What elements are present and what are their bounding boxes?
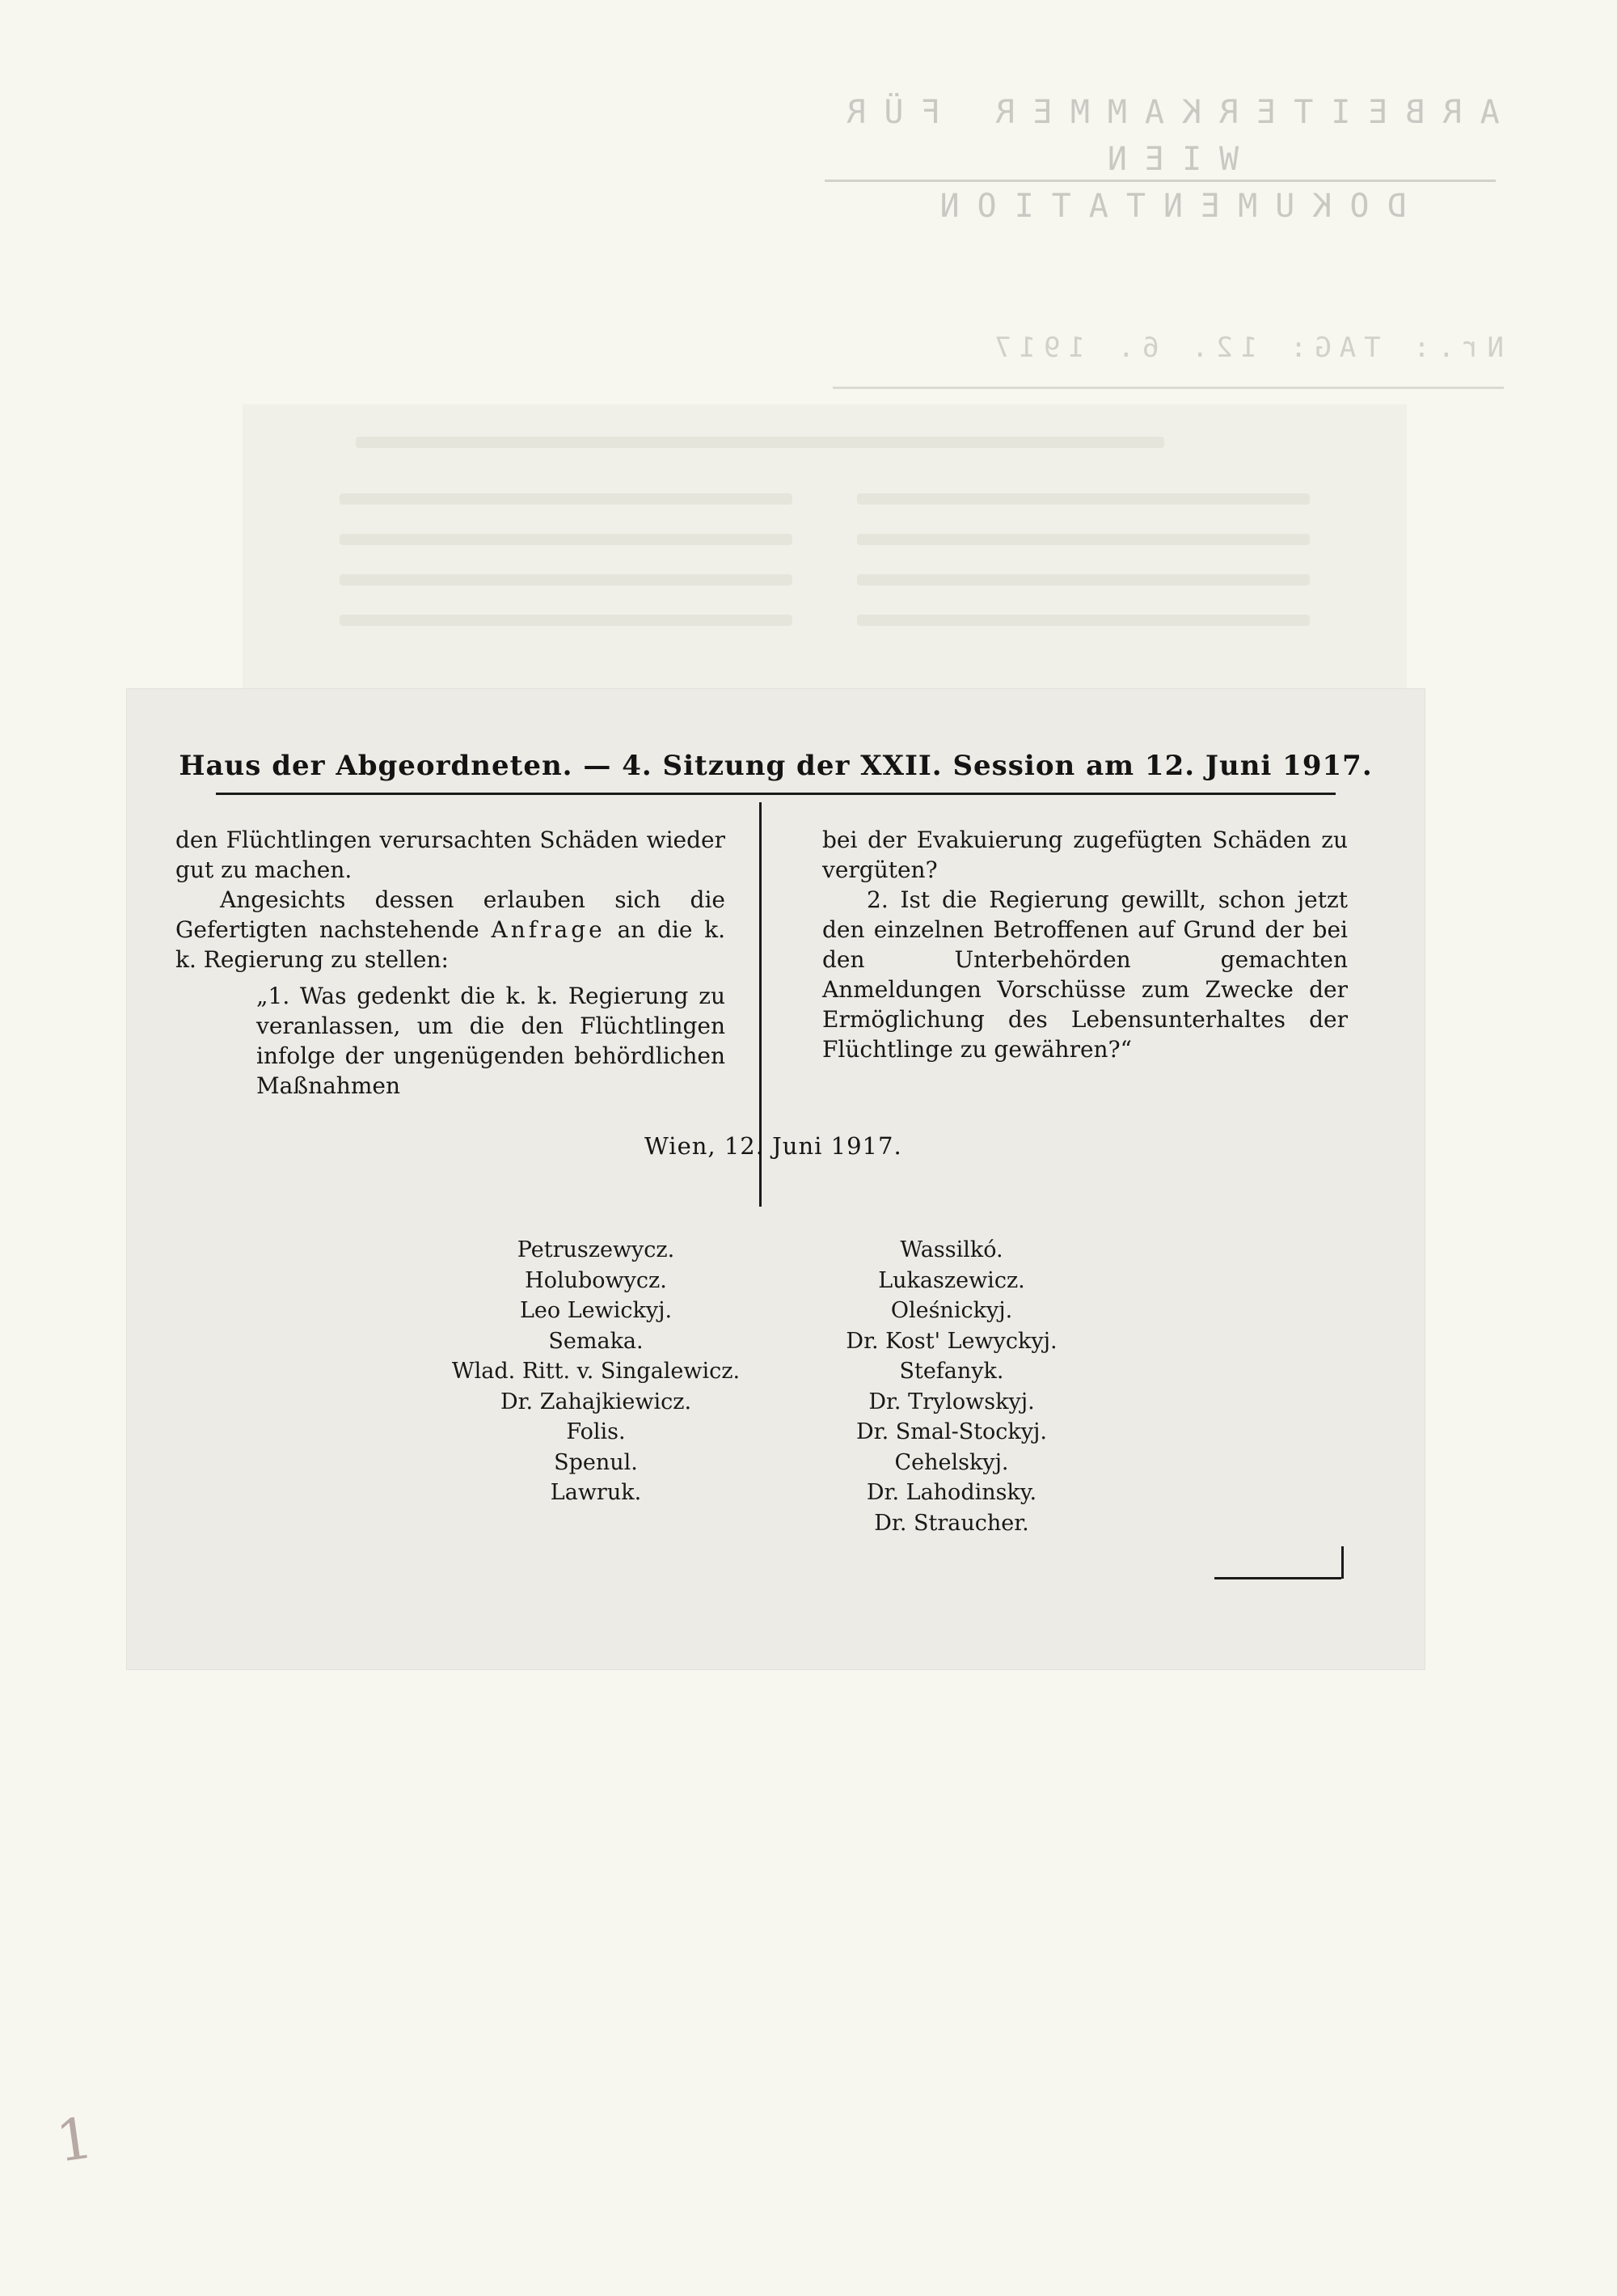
signer-name: Dr. Lahodinsky.	[866, 1480, 1037, 1505]
signer-name: Holubowycz.	[525, 1267, 667, 1293]
right-paragraph-2: 2. Ist die Regierung gewillt, schon jetzt den einzelnen Betroffenen auf Grund der bei den Unterbehörden gemachten Anmeldungen Vorschüsse zum Zwecke der Ermöglichung des Lebensunterhaltes der Flüchtlinge zu gewähren?“	[822, 886, 1348, 1063]
header-rule	[216, 793, 1336, 795]
signer-name: Spenul.	[554, 1449, 638, 1475]
signers-left	[434, 1235, 758, 1508]
left-paragraph-2-start: Angesichts dessen erlauben sich die Gefertigten nachstehende	[175, 886, 725, 943]
stamp-line-1: ARBEITERKAMMER FÜR WIEN	[829, 94, 1500, 178]
stamp-date-line: Nr.: TAG: 12. 6. 1917	[986, 332, 1504, 364]
ghost-line	[340, 534, 792, 545]
signer-name: Petruszewycz.	[517, 1237, 675, 1262]
ghost-line	[857, 574, 1310, 586]
signer-name: Dr. Trylowskyj.	[868, 1389, 1035, 1414]
ghost-line	[340, 574, 792, 586]
end-mark-vertical	[1341, 1546, 1344, 1579]
signer-name: Wassilkó.	[900, 1237, 1003, 1262]
right-paragraph-1: bei der Evakuierung zugefügten Schäden zu vergüten?	[822, 827, 1348, 883]
signer-name: Dr. Kost' Lewyckyj.	[846, 1328, 1058, 1354]
signer-name: Dr. Smal-Stockyj.	[856, 1419, 1047, 1444]
signer-name: Lawruk.	[550, 1480, 642, 1505]
anfrage-word: Anfrage	[491, 916, 606, 943]
archive-stamp	[825, 89, 1504, 230]
ghost-line	[857, 493, 1310, 505]
ghost-line	[340, 615, 792, 626]
ghost-line	[857, 615, 1310, 626]
left-paragraph-1: den Flüchtlingen verursachten Schäden wieder gut zu machen.	[175, 827, 725, 883]
newspaper-clipping	[127, 689, 1425, 1669]
left-paragraph-2-end: an die k. k. Regierung zu stellen:	[175, 916, 726, 973]
left-column	[175, 825, 725, 1101]
stamp-line-2: DOKUMENTATION	[922, 188, 1407, 225]
left-paragraph-3: „1. Was gedenkt die k. k. Regierung zu veranlassen, um die den Flüchtlingen infolge der ungenügenden behördlichen Maßnahmen	[256, 983, 725, 1099]
signer-name: Wlad. Ritt. v. Singalewicz.	[451, 1359, 741, 1384]
signer-name: Oleśnickyj.	[890, 1298, 1013, 1323]
signer-name: Dr. Zahajkiewicz.	[500, 1389, 692, 1414]
right-column	[822, 825, 1348, 1064]
ghost-line	[340, 493, 792, 505]
signer-name: Semaka.	[548, 1328, 644, 1354]
handwritten-margin-mark: 1	[52, 2104, 98, 2175]
place-date: Wien, 12. Juni 1917.	[644, 1132, 902, 1160]
left-paragraph-2	[175, 885, 725, 975]
stamp-date-rule	[833, 387, 1504, 389]
signer-name: Lukaszewicz.	[878, 1267, 1025, 1293]
signers-right	[798, 1235, 1105, 1538]
signer-name: Leo Lewickyj.	[519, 1298, 673, 1323]
signer-name: Dr. Straucher.	[874, 1510, 1029, 1536]
end-mark-horizontal	[1214, 1577, 1341, 1579]
background-sheet	[243, 404, 1407, 696]
signer-name: Cehelskyj.	[894, 1449, 1009, 1475]
signer-name: Stefanyk.	[899, 1359, 1004, 1384]
signer-name: Folis.	[566, 1419, 626, 1444]
ghost-line	[857, 534, 1310, 545]
clipping-header: Haus der Abgeordneten. — 4. Sitzung der XXII. Session am 12. Juni 1917.	[179, 750, 1373, 782]
stamp-rule	[825, 180, 1496, 182]
ghost-line	[356, 437, 1164, 448]
